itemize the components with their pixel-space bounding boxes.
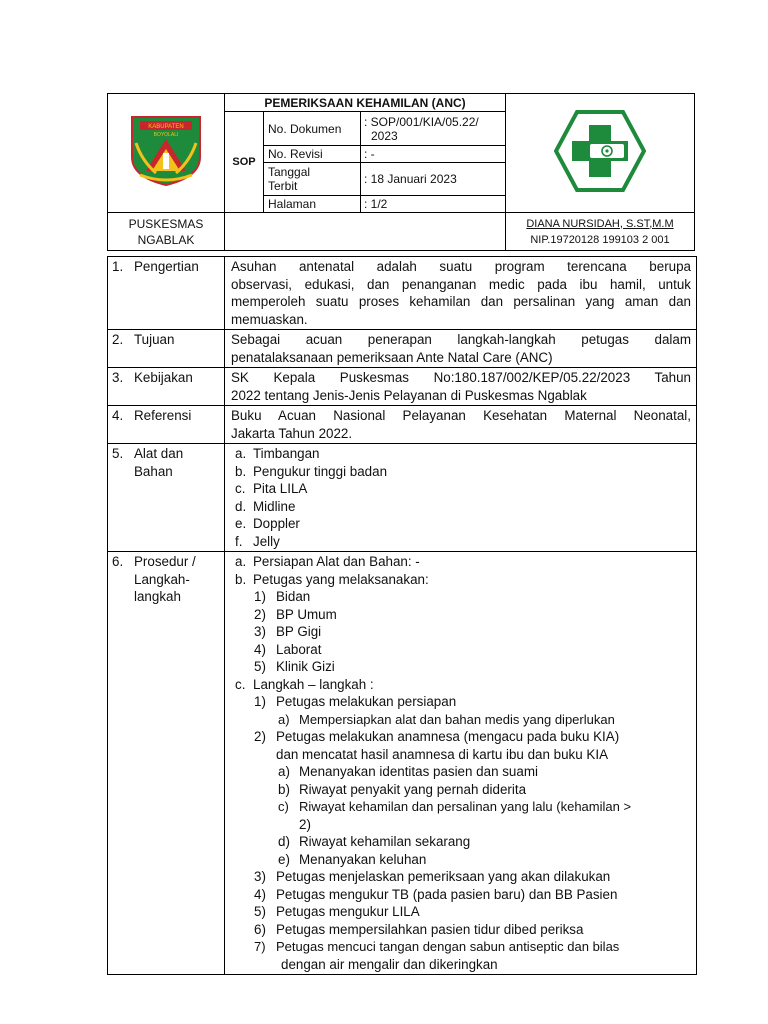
sop-label: SOP xyxy=(225,112,264,213)
section-title: Referensi xyxy=(134,408,192,423)
signatory-block xyxy=(506,213,695,251)
section-content: Buku Acuan Nasional Pelayanan Kesehatan Maternal Neonatal, Jakarta Tahun 2022. xyxy=(225,406,697,444)
list-item: 5) Petugas mengukur LILA xyxy=(254,904,420,919)
list-item: 2) Petugas melakukan anamnesa (mengacu pada buku KIA) xyxy=(254,729,620,744)
equipment-list xyxy=(225,444,697,552)
section-row-tujuan: 2. Tujuan Sebagai acuan penerapan langkah-langkah petugas dalam penatalaksanaan pemeriksaan Ante Natal Care (ANC) xyxy=(108,330,697,368)
revision-value: : - xyxy=(361,146,506,163)
list-item: a. Timbangan xyxy=(235,446,320,461)
signatory-nip: NIP.19720128 199103 2 001 xyxy=(530,233,670,246)
list-item: 4) Petugas mengukur TB (pada pasien baru) dan BB Pasien xyxy=(254,886,618,902)
list-item: c. Langkah – langkah : xyxy=(235,676,374,692)
list-item: 3) BP Gigi xyxy=(254,624,322,639)
signatory-name: DIANA NURSIDAH, S.ST,M.M xyxy=(526,217,674,230)
sop-header-table xyxy=(107,93,695,251)
svg-text:KABUPATEN: KABUPATEN xyxy=(148,124,184,130)
list-item: c) Riwayat kehamilan dan persalinan yang lalu (kehamilan > xyxy=(278,799,632,814)
list-item: 2) BP Umum xyxy=(254,606,337,622)
list-item: b. Petugas yang melaksanakan: xyxy=(235,571,429,587)
doc-number-value: : SOP/001/KIA/05.22/ 2023 xyxy=(361,112,506,146)
section-row-alat-bahan: 5. Alat dan Bahan a. Timbangan b. Pengukur tinggi badan c. Pita LILA d. Midline e. Doppler f. Jelly xyxy=(108,444,697,552)
list-item: 1) Bidan xyxy=(254,589,311,604)
section-title: Kebijakan xyxy=(134,370,193,385)
page-value: : 1/2 xyxy=(361,196,506,213)
procedure-list xyxy=(225,552,697,975)
issue-date-value: : 18 Januari 2023 xyxy=(361,163,506,196)
list-item: b) Riwayat penyakit yang pernah diderita xyxy=(278,781,527,797)
section-row-pengertian: 1. Pengertian Asuhan antenatal adalah suatu program terencana berupa observasi, edukasi, dan penanganan medic pada ibu hamil, untuk memperoleh suatu proses kehamilan dan persalinan yang aman dan memuaskan. xyxy=(108,257,697,330)
list-item: c. Pita LILA xyxy=(235,481,308,496)
list-item: 5) Klinik Gizi xyxy=(254,659,335,674)
document-title: PEMERIKSAAN KEHAMILAN (ANC) xyxy=(225,94,506,112)
list-item: 3) Petugas menjelaskan pemeriksaan yang akan dilakukan xyxy=(254,869,611,884)
section-row-referensi: 4. Referensi Buku Acuan Nasional Pelayanan Kesehatan Maternal Neonatal, Jakarta Tahun 2022. xyxy=(108,406,697,444)
list-item: a. Persiapan Alat dan Bahan: - xyxy=(235,554,420,569)
list-item: 1) Petugas melakukan persiapan xyxy=(254,694,457,709)
list-item: e) Menanyakan keluhan xyxy=(278,851,427,867)
section-title: Pengertian xyxy=(134,259,199,274)
section-title: Tujuan xyxy=(134,332,175,347)
puskesmas-logo-cell xyxy=(506,94,695,213)
list-item: 6) Petugas mempersilahkan pasien tidur dibed periksa xyxy=(254,921,584,937)
list-item-continuation: 2) xyxy=(299,816,311,832)
list-item-continuation: dengan air mengalir dan dikeringkan xyxy=(281,956,498,972)
sop-content-table xyxy=(107,256,697,975)
doc-number-label: No. Dokumen xyxy=(264,112,361,146)
puskesmas-cross-logo-icon xyxy=(554,109,646,193)
section-content: Sebagai acuan penerapan langkah-langkah petugas dalam penatalaksanaan pemeriksaan Ante Natal Care (ANC) xyxy=(225,330,697,368)
svg-text:BOYOLALI: BOYOLALI xyxy=(153,132,179,138)
list-item: a) Menanyakan identitas pasien dan suami xyxy=(278,764,538,779)
section-row-kebijakan: 3. Kebijakan SK Kepala Puskesmas No:180.187/002/KEP/05.22/2023 Tahun 2022 tentang Jenis-Jenis Pelayanan di Puskesmas Ngablak xyxy=(108,368,697,406)
blank-cell xyxy=(225,213,506,251)
list-item: d. Midline xyxy=(235,498,296,514)
revision-label: No. Revisi xyxy=(264,146,361,163)
list-item: e. Doppler xyxy=(235,516,300,531)
list-item: 7) Petugas mencuci tangan dengan sabun antiseptic dan bilas xyxy=(254,939,620,954)
section-row-prosedur: 6. Prosedur / Langkah- langkah a. Persiapan Alat dan Bahan: - b. Petugas yang melaksanakan: 1) Bidan 2) BP Umum 3) BP Gigi 4) Laborat 5) Klinik Gizi c. Langkah – langkah : 1) Petugas melakukan persiapan a) Mempersiapkan alat dan bahan medis yang diperlukan 2) Petugas melakukan anamnesa (mengacu pada buku KIA) dan mencatat hasil anamnesa di kartu ibu dan buku KIA a) Menanyakan identitas pasien dan suami b) Riwayat penyakit yang pernah diderita c) Riwayat kehamilan dan persalinan yang lalu (kehamilan > 2) d) Riwayat kehamilan sekarang e) Menanyakan keluhan 3) Petugas menjelaskan pemeriksaan yang akan dilakukan 4) Petugas mengukur TB (pada pasien baru) dan BB Pasien 5) Petugas mengukur LILA 6) Petugas mempersilahkan pasien tidur dibed periksa 7) Petugas mencuci tangan dengan sabun antiseptic dan bilas dengan air mengalir dan dikeringkan xyxy=(108,552,697,975)
section-title: Prosedur / Langkah- langkah xyxy=(134,554,196,604)
list-item-continuation: dan mencatat hasil anamnesa di kartu ibu dan buku KIA xyxy=(276,746,609,762)
list-item: 4) Laborat xyxy=(254,641,322,657)
list-item: d) Riwayat kehamilan sekarang xyxy=(278,834,471,849)
list-item: b. Pengukur tinggi badan xyxy=(235,463,388,479)
section-content: SK Kepala Puskesmas No:180.187/002/KEP/05.22/2023 Tahun 2022 tentang Jenis-Jenis Pelayanan di Puskesmas Ngablak xyxy=(225,368,697,406)
list-item: a) Mempersiapkan alat dan bahan medis yang diperlukan xyxy=(278,711,615,727)
section-title: Alat dan Bahan xyxy=(134,446,184,479)
issue-date-label: Tanggal Terbit xyxy=(264,163,361,196)
list-item: f. Jelly xyxy=(235,533,280,549)
puskesmas-name: PUSKESMAS NGABLAK xyxy=(108,213,225,251)
regency-logo-cell xyxy=(108,94,225,213)
page-label: Halaman xyxy=(264,196,361,213)
regency-emblem-icon xyxy=(126,113,206,188)
section-content: Asuhan antenatal adalah suatu program terencana berupa observasi, edukasi, dan penanganan medic pada ibu hamil, untuk memperoleh suatu proses kehamilan dan persalinan yang aman dan memuaskan. xyxy=(225,257,697,330)
